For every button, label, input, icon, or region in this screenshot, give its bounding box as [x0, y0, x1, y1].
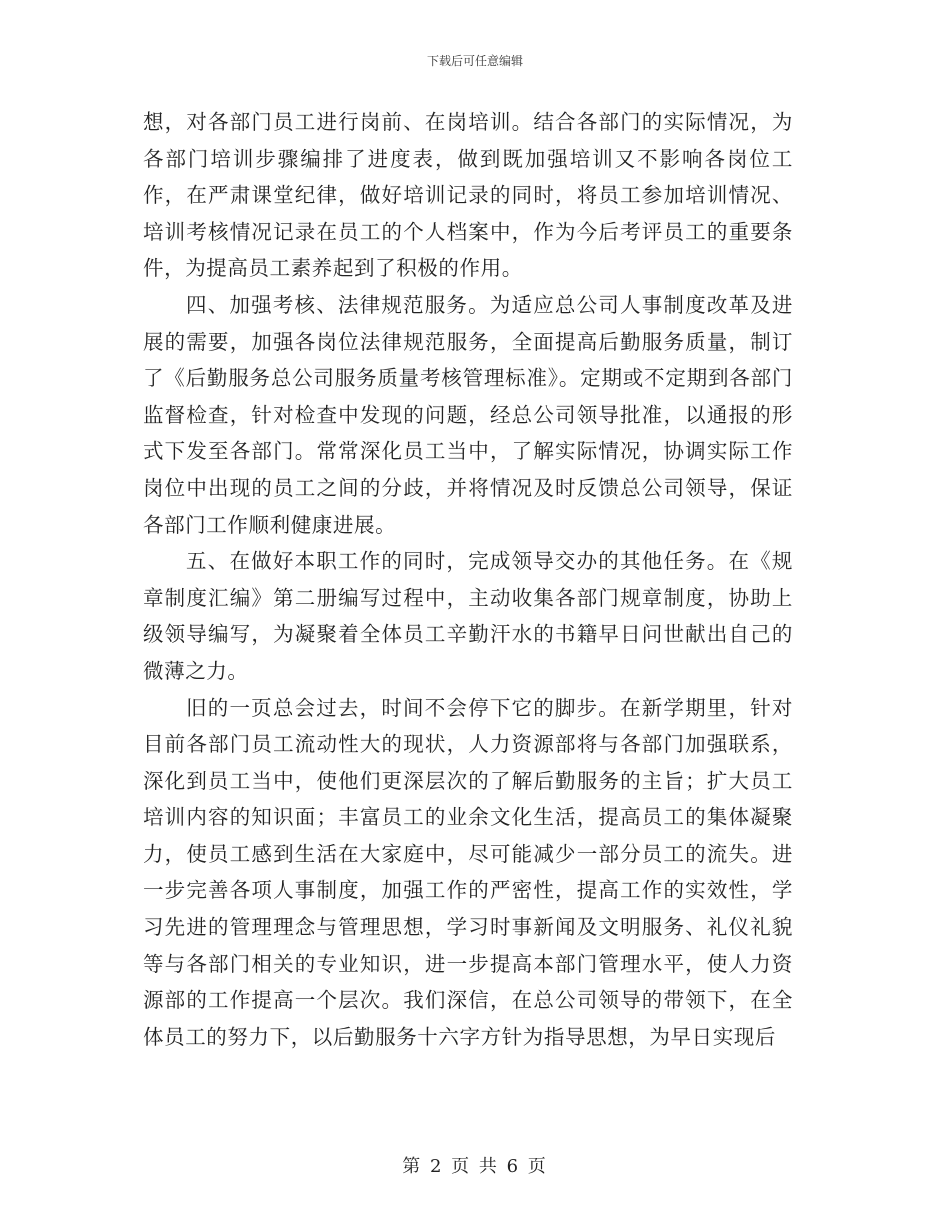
paragraph-1: 想，对各部门员工进行岗前、在岗培训。结合各部门的实际情况，为各部门培训步骤编排了进度表，做到既加强培训又不影响各岗位工作，在严肃课堂纪律，做好培训记录的同时，将员工参加培训情况、培训考核情况记录在员工的个人档案中，作为今后考评员工的重要条件，为提高员工素养起到了积极的作用。	[143, 110, 793, 281]
paragraph-2: 四、加强考核、法律规范服务。为适应总公司人事制度改革及进展的需要，加强各岗位法律规范服务，全面提高后勤服务质量，制订了《后勤服务总公司服务质量考核管理标准》。定期或不定期到各部门监督检查，针对检查中发现的问题，经总公司领导批准，以通报的形式下发至各部门。常常深化员工当中，了解实际情况，协调实际工作岗位中出现的员工之间的分歧，并将情况及时反馈总公司领导，保证各部门工作顺利健康进展。	[143, 292, 793, 537]
page-header: 下载后可任意编辑	[426, 54, 523, 68]
page-number-footer: 第 2 页 共 6 页	[402, 1156, 548, 1177]
paragraph-3: 五、在做好本职工作的同时，完成领导交办的其他任务。在《规章制度汇编》第二册编写过程中，主动收集各部门规章制度，协助上级领导编写，为凝聚着全体员工辛勤汗水的书籍早日问世献出自己的微薄之力。	[143, 549, 793, 683]
document-body	[143, 104, 793, 1055]
paragraph-4: 旧的一页总会过去，时间不会停下它的脚步。在新学期里，针对目前各部门员工流动性大的现状，人力资源部将与各部门加强联系，深化到员工当中，使他们更深层次的了解后勤服务的主旨；扩大员工培训内容的知识面；丰富员工的业余文化生活，提高员工的集体凝聚力，使员工感到生活在大家庭中，尽可能减少一部分员工的流失。进一步完善各项人事制度，加强工作的严密性，提高工作的实效性，学习先进的管理理念与管理思想，学习时事新闻及文明服务、礼仪礼貌等与各部门相关的专业知识，进一步提高本部门管理水平，使人力资源部的工作提高一个层次。我们深信，在总公司领导的带领下，在全体员工的努力下，以后勤服务十六字方针为指导思想，为早日实现后	[143, 695, 793, 1049]
